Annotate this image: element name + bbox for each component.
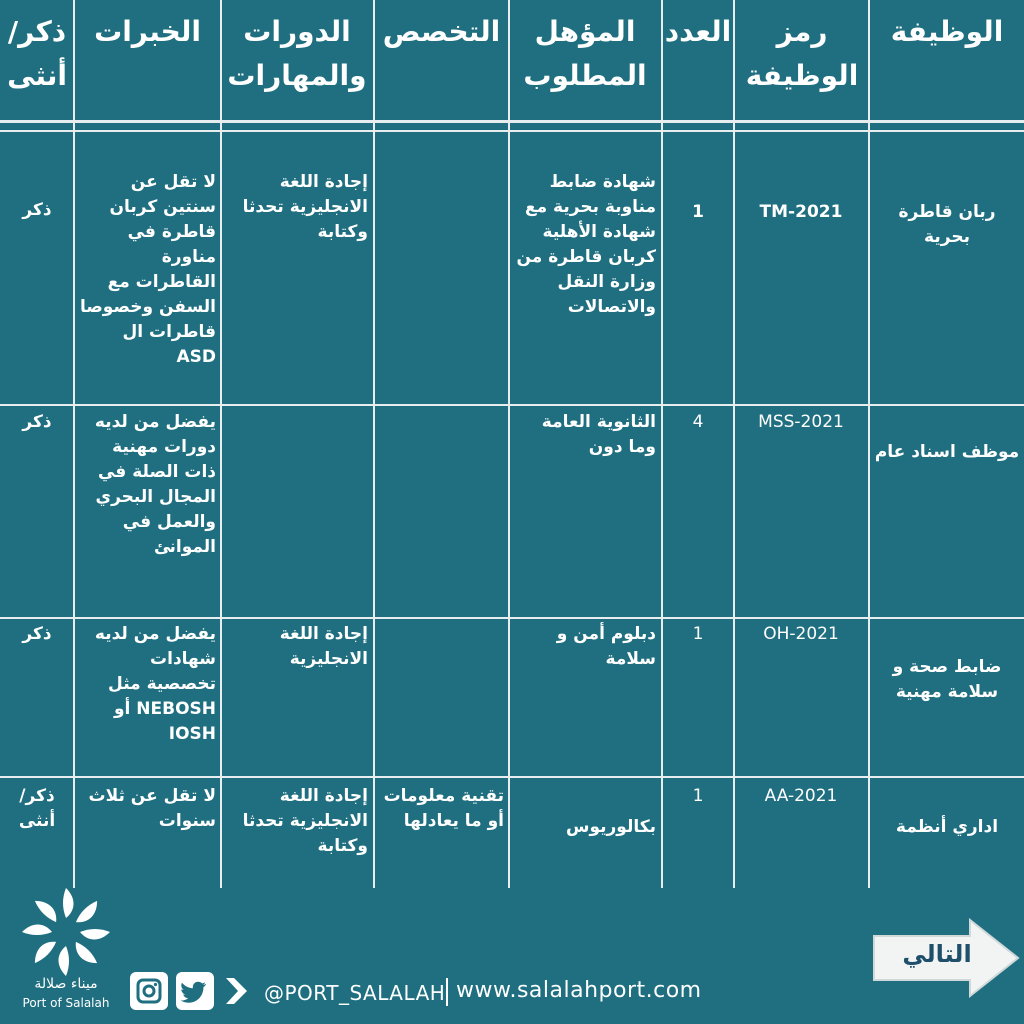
- row3-gender: ذكر: [22, 624, 52, 644]
- twitter-icon[interactable]: [176, 972, 214, 1010]
- social-handle[interactable]: @PORT_SALALAH: [264, 981, 446, 1005]
- row1-qualification: شهادة ضابط مناوبة بحرية مع شهادة الأهلية كربان قاطرة من وزارة النقل والاتصالات: [516, 172, 656, 317]
- column-divider: [733, 0, 735, 888]
- header-job: الوظيفة: [890, 15, 1004, 48]
- column-divider: [661, 0, 663, 888]
- arrow-icon: [222, 976, 252, 1006]
- row4-job: اداري أنظمة: [895, 817, 999, 837]
- header-gender: ذكر/ أنثى: [7, 15, 67, 92]
- website-link[interactable]: www.salalahport.com: [456, 978, 702, 1003]
- row4-experience: لا تقل عن ثلاث سنوات: [88, 786, 216, 831]
- row-divider: [0, 776, 1024, 778]
- row3-courses: إجادة اللغة الانجليزية: [279, 624, 368, 669]
- column-divider: [508, 0, 510, 888]
- row4-gender: ذكر/ أنثى: [18, 786, 56, 831]
- row2-qualification: الثانوية العامة وما دون: [541, 412, 656, 457]
- header-qualification: المؤهل المطلوب: [523, 15, 647, 92]
- next-button-label[interactable]: التالي: [902, 940, 972, 968]
- row3-job: ضابط صحة و سلامة مهنية: [892, 657, 1002, 702]
- row2-job: موظف اسناد عام: [874, 442, 1020, 462]
- row-divider: [0, 617, 1024, 619]
- row3-count: 1: [692, 624, 704, 644]
- row4-qualification: بكالوريوس: [566, 817, 656, 837]
- header-count: العدد: [664, 15, 732, 48]
- port-salalah-logo: [16, 882, 116, 982]
- logo-arabic-text: ميناء صلالة: [34, 976, 98, 992]
- row3-experience: يفضل من لديه شهادات تخصصية مثل NEBOSH أو IOSH: [94, 624, 216, 744]
- column-divider: [868, 0, 870, 888]
- row4-count: 1: [692, 786, 704, 806]
- column-divider: [220, 0, 222, 888]
- logo-english-text: Port of Salalah: [22, 996, 110, 1010]
- row1-courses: إجادة اللغة الانجليزية تحدثا وكتابة: [242, 172, 368, 242]
- header-code: رمز الوظيفة: [745, 15, 859, 92]
- column-divider: [73, 0, 75, 888]
- header-courses: الدورات والمهارات: [227, 15, 367, 92]
- row2-code: MSS-2021: [758, 412, 844, 432]
- row3-code: OH-2021: [763, 624, 839, 644]
- row-divider: [0, 404, 1024, 406]
- row2-gender: ذكر: [22, 412, 52, 432]
- row1-gender: ذكر: [22, 200, 52, 220]
- row1-count: 1: [692, 202, 704, 222]
- header-experience: الخبرات: [94, 15, 201, 48]
- row1-job: ربان قاطرة بحرية: [898, 202, 996, 247]
- row2-experience: يفضل من لديه دورات مهنية ذات الصلة في المجال البحري والعمل في الموانئ: [94, 412, 216, 557]
- footer-separator: [446, 978, 448, 1006]
- column-divider: [373, 0, 375, 888]
- row4-code: AA-2021: [764, 786, 838, 806]
- header-specialization: التخصص: [382, 15, 501, 48]
- row1-code: TM-2021: [759, 202, 843, 222]
- row1-experience: لا تقل عن سنتين كربان قاطرة في مناورة القاطرات مع السفن وخصوصا قاطرات ال ASD: [80, 172, 216, 367]
- row4-specialization: تقنية معلومات أو ما يعادلها: [383, 786, 504, 831]
- row3-qualification: دبلوم أمن و سلامة: [556, 624, 656, 669]
- row2-count: 4: [692, 412, 704, 432]
- header-gap-line: [0, 130, 1024, 132]
- row4-courses: إجادة اللغة الانجليزية تحدثا وكتابة: [242, 786, 368, 856]
- instagram-icon[interactable]: [130, 972, 168, 1010]
